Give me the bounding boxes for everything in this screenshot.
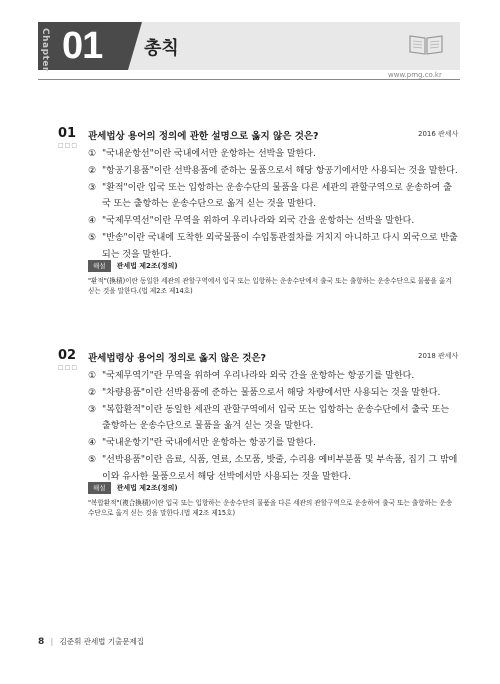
footer-separator: | [50, 637, 54, 646]
explanation-box [88, 260, 458, 296]
explanation-box [88, 482, 458, 518]
question-block [48, 348, 459, 548]
page-number: 8 [38, 637, 45, 647]
option-item[interactable]: ③ "환적"이란 입국 또는 입항하는 운송수단의 물품을 다른 세관의 관할구역으로 운송하여 출국 또는 출항하는 운송수단으로 옮겨 싣는 것을 말한다. [88, 182, 452, 210]
option-item[interactable]: ④ "국제무역선"이란 무역을 위하여 우리나라와 외국 간을 운항하는 선박을 말한다. [88, 216, 415, 227]
option-list [88, 368, 458, 486]
option-item[interactable]: ③ "복합환적"이란 동일한 세관의 관할구역에서 입국 또는 입항하는 운송수단에서 출국 또는 출항하는 운송수단으로 물품을 옮겨 싣는 것을 말한다. [88, 404, 450, 432]
option-item[interactable]: ① "국내운항선"이란 국내에서만 운항하는 선박을 말한다. [88, 149, 316, 159]
option-item[interactable]: ④ "국내운항기"란 국내에서만 운항하는 항공기를 말한다. [88, 438, 316, 449]
option-list [88, 146, 458, 264]
question-stem: 관세법상 용어의 정의에 관한 설명으로 옳지 않은 것은? [88, 131, 319, 142]
title-bar [128, 22, 460, 70]
book-icon [408, 32, 444, 56]
explanation-tag: 해설 [88, 482, 111, 494]
book-title: 김준휘 관세법 기출문제집 [59, 637, 145, 646]
header-divider [38, 79, 460, 80]
explanation-tag: 해설 [88, 260, 111, 272]
question-source: 2018 관세사 [418, 352, 459, 360]
explanation-reference: 관세법 제2조(정의) [116, 484, 178, 492]
question-block [48, 126, 459, 326]
chapter-label: Chapter [40, 28, 50, 72]
explanation-text: "복합환적"(複合換積)이란 입국 또는 입항하는 운송수단의 물품을 다른 세관의 관할구역으로 운송하여 출국 또는 출항하는 운송수단으로 옮겨 싣는 것을 말한다.(법 제2조 제15호) [88, 499, 453, 517]
page-footer [38, 636, 144, 647]
question-source: 2016 관세사 [418, 130, 459, 138]
publisher-url: www.pmg.co.kr [388, 71, 442, 79]
chapter-title: 총칙 [144, 38, 179, 59]
option-item[interactable]: ② "차량용품"이란 선박용품에 준하는 물품으로서 해당 차량에서만 사용되는 것을 말한다. [88, 387, 441, 398]
chapter-number: 01 [62, 25, 103, 67]
explanation-reference: 관세법 제2조(정의) [116, 262, 178, 270]
question-stem: 관세법령상 용어의 정의로 옳지 않은 것은? [88, 353, 267, 364]
question-number: 02 [58, 348, 77, 363]
chapter-header [0, 22, 460, 70]
checkbox-marks: □□□ [58, 142, 79, 149]
option-item[interactable]: ② "항공기용품"이란 선박용품에 준하는 물품으로서 해당 항공기에서만 사용되는 것을 말한다. [88, 165, 458, 176]
option-item[interactable]: ⑤ "반송"이란 국내에 도착한 외국물품이 수입통관절차를 거치지 아니하고 다시 외국으로 반출되는 것을 말한다. [88, 232, 458, 260]
option-item[interactable]: ⑤ "선박용품"이란 음료, 식품, 연료, 소모품, 밧줄, 수리용 예비부분품 및 부속품, 집기 그 밖에 이와 유사한 물품으로서 해당 선박에서만 사용되는 것을 말한다. [88, 454, 458, 482]
question-number: 01 [58, 126, 77, 141]
explanation-text: "환적"(換積)이란 동일한 세관의 관할구역에서 입국 또는 입항하는 운송수단에서 출국 또는 출항하는 운송수단으로 물품을 옮겨 싣는 것을 말한다.(법 제2조 제14호) [88, 277, 452, 295]
option-item[interactable]: ① "국제무역기"란 무역을 위하여 우리나라와 외국 간을 운항하는 항공기를 말한다. [88, 371, 415, 381]
checkbox-marks: □□□ [58, 364, 79, 371]
